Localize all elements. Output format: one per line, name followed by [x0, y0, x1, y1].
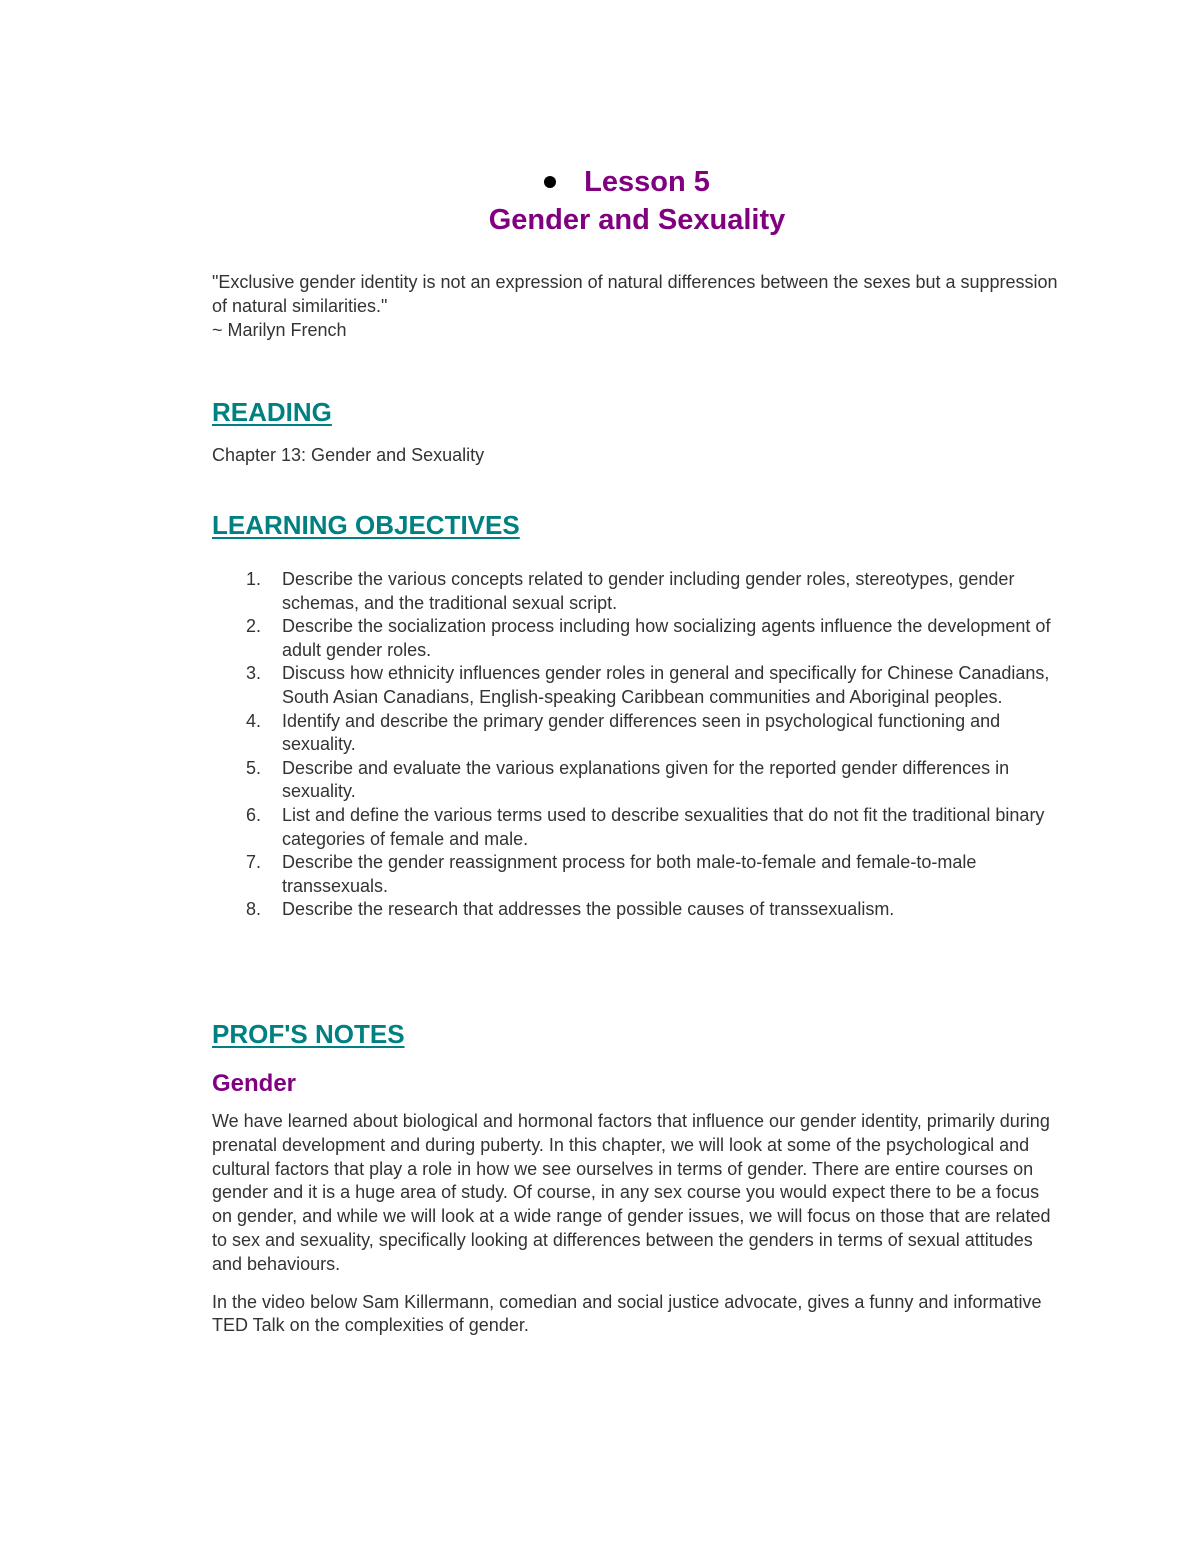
objective-text: Discuss how ethnicity influences gender roles in general and specifically for Chinese Canadians, South Asian Canadians, English-speaking Caribbean communities and Aboriginal peoples.: [282, 663, 1050, 707]
notes-paragraph: In the video below Sam Killermann, comedian and social justice advocate, gives a funny and informative TED Talk on the complexities of gender.: [212, 1291, 1042, 1336]
objective-text: Identify and describe the primary gender differences seen in psychological functioning and sexuality.: [282, 710, 1001, 755]
objective-item: [212, 662, 1062, 709]
objective-item: [212, 804, 1062, 851]
epigraph-quote: [212, 270, 1062, 342]
learning-objectives-heading: LEARNING OBJECTIVES: [212, 510, 520, 540]
learning-objectives-list: [212, 568, 1062, 922]
objective-number: 7.: [246, 852, 262, 873]
quote-author: ~ Marilyn French: [212, 320, 347, 340]
objective-text: Describe and evaluate the various explanations given for the reported gender differences in sexuality.: [282, 757, 1010, 802]
objective-text: Describe the research that addresses the possible causes of transsexualism.: [282, 899, 895, 920]
bullet-icon: [544, 176, 556, 188]
reading-heading: READING: [212, 397, 332, 427]
lesson-title-line: [544, 163, 710, 201]
profs-notes-body: [212, 1110, 1062, 1352]
quote-text: "Exclusive gender identity is not an expression of natural differences between the sexes but a suppression of natural similarities.": [212, 272, 1058, 316]
lesson-title-block: [212, 160, 1062, 239]
objective-text: List and define the various terms used to describe sexualities that do not fit the traditional binary categories of female and male.: [282, 804, 1045, 849]
lesson-number: Lesson 5: [584, 166, 710, 198]
notes-paragraph: We have learned about biological and hormonal factors that influence our gender identity, primarily during prenatal development and during puberty. In this chapter, we will look at some of the psychological and cultural factors that play a role in how we see ourselves in terms of gender. There are entire courses on gender and it is a huge area of study. Of course, in any sex course you would expect there to be a focus on gender, and while we will look at a wide range of gender issues, we will focus on those that are related to sex and sexuality, specifically looking at differences between the genders in terms of sexual attitudes and behaviours.: [212, 1111, 1051, 1274]
lesson-title: Gender and Sexuality: [488, 204, 786, 236]
objective-text: Describe the gender reassignment process for both male-to-female and female-to-male transsexuals.: [282, 852, 977, 896]
objective-item: [212, 710, 1062, 757]
objective-number: 5.: [246, 757, 262, 778]
objective-item: [212, 757, 1062, 804]
objective-number: 6.: [246, 804, 262, 825]
objective-number: 2.: [246, 616, 262, 637]
objective-text: Describe the various concepts related to gender including gender roles, stereotypes, gender schemas, and the traditional sexual script.: [282, 569, 1015, 613]
objective-text: Describe the socialization process including how socializing agents influence the development of adult gender roles.: [282, 616, 1051, 660]
objective-item: [212, 851, 1062, 898]
gender-subheading: Gender: [212, 1070, 297, 1097]
reading-chapter: Chapter 13: Gender and Sexuality: [212, 445, 485, 465]
objective-number: 4.: [246, 710, 262, 731]
objective-item: [212, 898, 1062, 922]
objective-number: 3.: [246, 663, 262, 684]
objective-number: 8.: [246, 899, 262, 920]
objective-item: [212, 568, 1062, 615]
profs-notes-heading: PROF'S NOTES: [212, 1019, 405, 1049]
objective-number: 1.: [246, 569, 262, 589]
objective-item: [212, 615, 1062, 662]
